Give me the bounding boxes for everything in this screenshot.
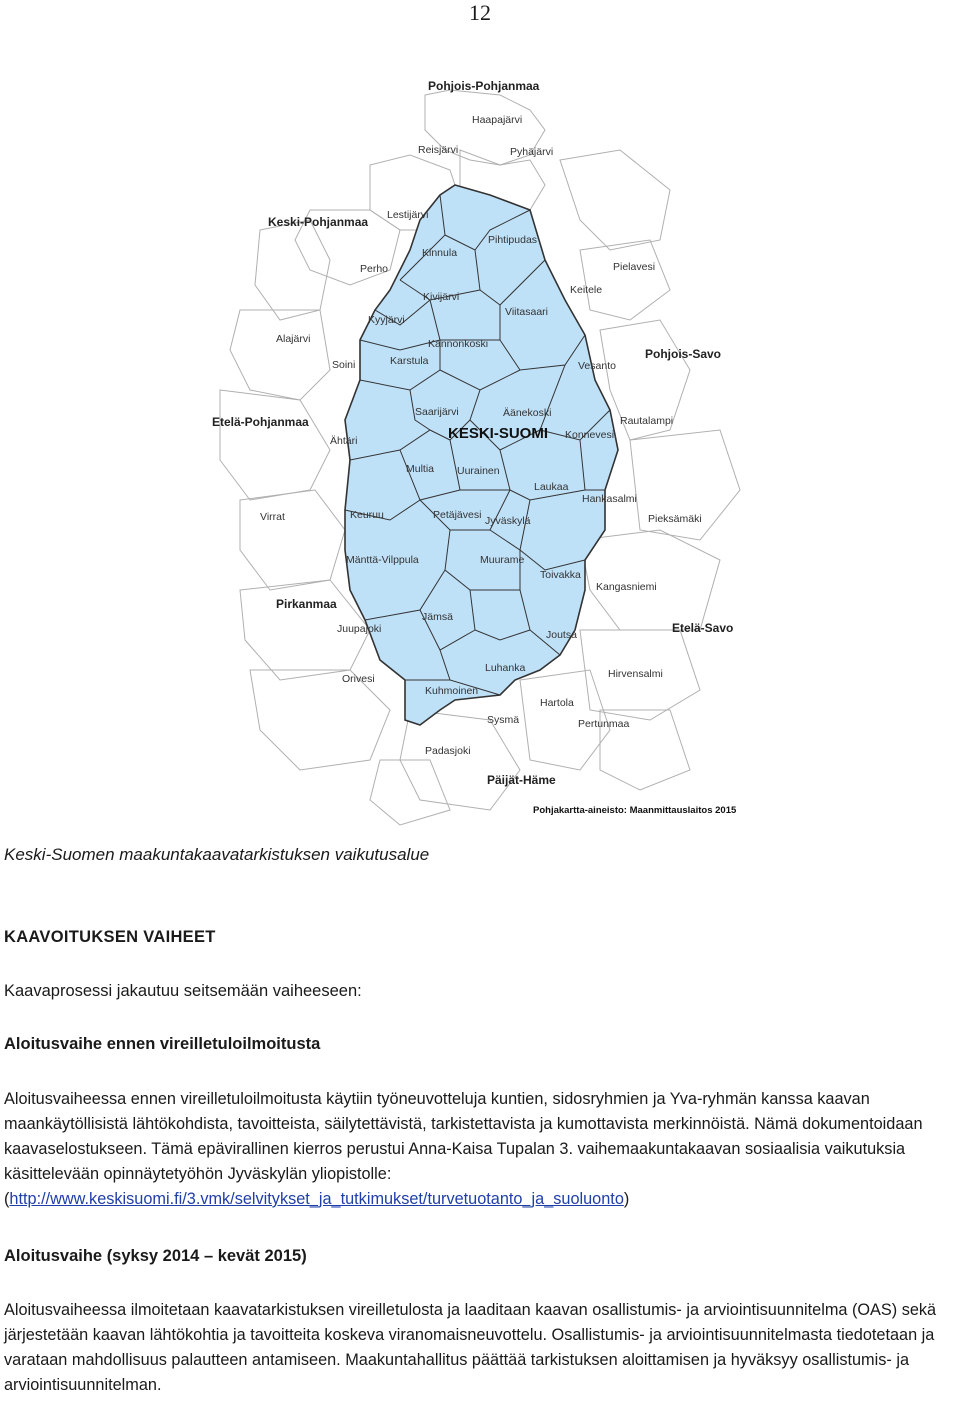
- keski-suomi-label: KESKI-SUOMI: [448, 425, 549, 442]
- municipality-label: Hankasalmi: [582, 493, 637, 505]
- municipality-label: Kyyjärvi: [368, 314, 405, 326]
- municipality-label: Pihtipudas: [488, 234, 538, 246]
- municipality-label: Kinnula: [422, 247, 458, 259]
- region-label: Keski-Pohjanmaa: [268, 215, 369, 229]
- municipality-label: Konnevesi: [565, 429, 615, 441]
- section-heading: KAAVOITUKSEN VAIHEET: [4, 928, 216, 946]
- municipality-label: Jyväskylä: [485, 515, 531, 527]
- municipality-label: Äänekoski: [503, 407, 552, 419]
- map-caption: Keski-Suomen maakuntakaavatarkistuksen vaikutusalue: [4, 845, 430, 864]
- municipality-label: Joutsa: [546, 629, 577, 641]
- municipality-label: Orivesi: [342, 673, 375, 685]
- municipality-label: Pyhäjärvi: [510, 146, 554, 158]
- municipality-label: Pieksämäki: [648, 513, 702, 525]
- municipality-label: Perho: [360, 263, 389, 275]
- municipality-label: Virrat: [260, 511, 285, 523]
- municipality-label: Vesanto: [578, 360, 616, 372]
- region-label: Etelä-Savo: [672, 621, 734, 635]
- municipality-label: Juupajoki: [337, 623, 382, 635]
- sub-heading-autumn-spring: Aloitusvaihe (syksy 2014 – kevät 2015): [4, 1247, 307, 1265]
- municipality-label: Kivijärvi: [423, 291, 460, 303]
- municipality-label: Uurainen: [457, 465, 500, 477]
- region-label: Pohjois-Savo: [645, 347, 722, 361]
- municipality-label: Haapajärvi: [472, 114, 523, 126]
- municipality-label: Muurame: [480, 554, 525, 566]
- intro-paragraph: Kaavaprosessi jakautuu seitsemään vaiheeseen:: [4, 982, 362, 1000]
- municipality-label: Hirvensalmi: [608, 668, 663, 680]
- municipality-label: Alajärvi: [276, 333, 311, 345]
- region-label: Pohjois-Pohjanmaa: [428, 79, 540, 93]
- municipality-label: Padasjoki: [425, 745, 471, 757]
- map-credit: Pohjakartta-aineisto: Maanmittauslaitos 2015: [533, 805, 737, 816]
- thesis-link[interactable]: http://www.keskisuomi.fi/3.vmk/selvitykset_ja_tutkimukset/turvetuotanto_ja_suoluonto: [9, 1190, 624, 1208]
- municipality-label: Luhanka: [485, 662, 526, 674]
- region-label: Pirkanmaa: [276, 597, 337, 611]
- municipality-label: Pielavesi: [613, 261, 656, 273]
- municipality-label: Toivakka: [540, 569, 581, 581]
- municipality-label: Saarijärvi: [415, 406, 459, 418]
- municipality-label: Soini: [332, 359, 356, 371]
- municipality-label: Viitasaari: [505, 306, 548, 318]
- municipality-label: Jämsä: [422, 611, 453, 623]
- municipality-label: Multia: [406, 463, 435, 475]
- municipality-label: Kangasniemi: [596, 581, 657, 593]
- paragraph-text-end: ): [623, 1190, 630, 1208]
- municipality-label: Ähtäri: [330, 435, 358, 447]
- paragraph-text: Aloitusvaiheessa ennen vireilletuloilmoitusta käytiin työneuvotteluja kuntien, sidosryhmien ja Yva-ryhmän kanssa kaavan maankäytöllisistä lähtökohdista, tavoitteista, säilytettävistä, tarkistettavista ja kumottavista merkinnöistä. Nämä dokumentoidaan kaavaselostukseen. Tämä epävirallinen kierros perustui Anna-Kaisa Tupalan 3. vaihemaakuntakaavan sosiaalisia vaikutuksia käsittelevään opinnäytetyöhön Jyväskylän yliopistolle: (: [4, 1090, 923, 1208]
- municipality-label: Laukaa: [534, 481, 569, 493]
- municipality-label: Karstula: [390, 355, 429, 367]
- municipality-label: Keitele: [570, 284, 603, 296]
- municipality-label: Petäjävesi: [433, 509, 482, 521]
- municipality-label: Keuruu: [350, 509, 384, 521]
- municipality-label: Sysmä: [487, 714, 520, 726]
- region-label: Etelä-Pohjanmaa: [212, 415, 309, 429]
- municipality-label: Pertunmaa: [578, 718, 630, 730]
- sub-heading-initial-phase: Aloitusvaihe ennen vireilletuloilmoitusta: [4, 1035, 321, 1053]
- municipality-label: Kannonkoski: [428, 338, 489, 350]
- region-label: Päijät-Häme: [487, 773, 556, 787]
- municipality-label: Mänttä-Vilppula: [346, 554, 419, 566]
- municipality-label: Kuhmoinen: [425, 685, 479, 697]
- municipality-label: Reisjärvi: [418, 144, 459, 156]
- paragraph-initial-phase: [4, 1087, 956, 1212]
- page-number: 12: [469, 0, 491, 25]
- municipality-map: [200, 70, 760, 830]
- municipality-label: Hartola: [540, 697, 574, 709]
- municipality-label: Lestijärvi: [387, 209, 429, 221]
- paragraph-autumn-spring: Aloitusvaiheessa ilmoitetaan kaavatarkistuksen vireilletulosta ja laaditaan kaavan osallistumis- ja arviointisuunnitelma (OAS) sekä järjestetään kaavan lähtökohtia ja tavoitteita koskeva viranomaisneuvottelu. Osallistumis- ja arviointisuunnitelmasta tiedotetaan ja varataan mahdollisuus palautteen antamiseen. Maakuntahallitus päättää tarkistuksen aloittamisen ja hyväksyy osallistumis- ja arviointisuunnitelman.: [4, 1301, 937, 1394]
- municipality-label: Rautalampi: [620, 415, 674, 427]
